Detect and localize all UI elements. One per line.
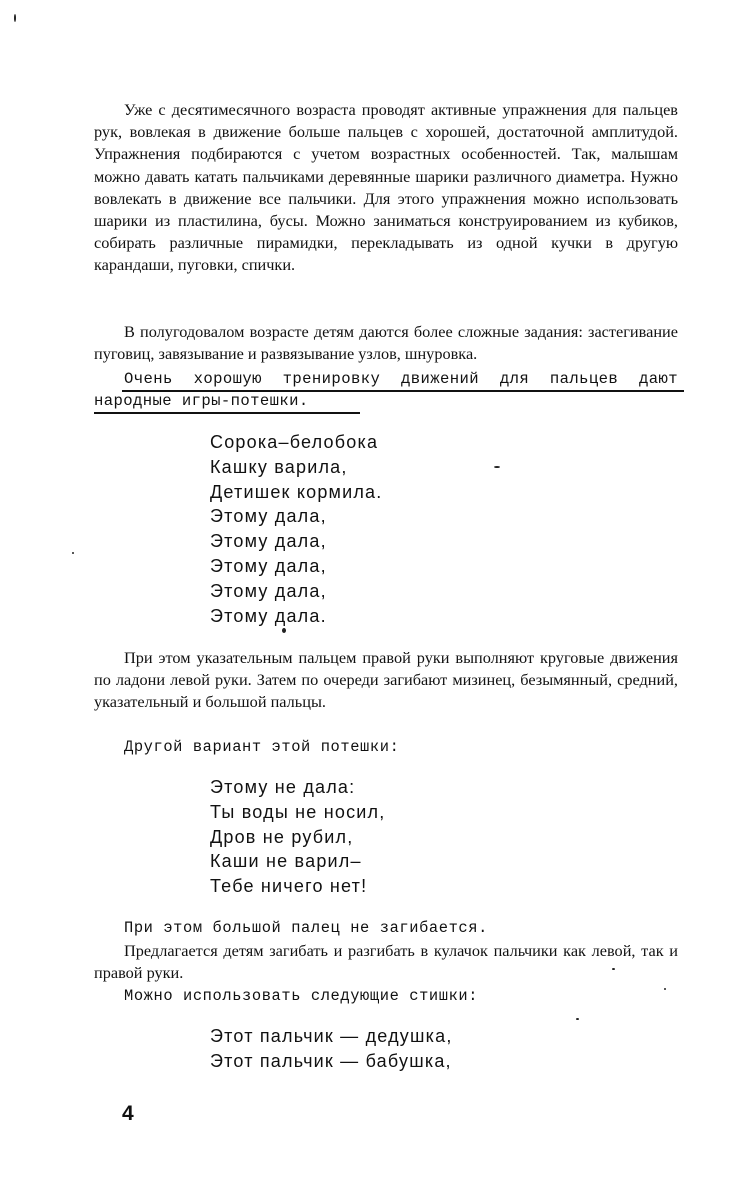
poem-line: Сорока–белобока — [210, 432, 379, 452]
paragraph-index-finger: При этом указательным пальцем правой руки выполняют круговые движения по ладони левой руки. Затем по очереди загибают мизинец, безымянный, средний, указательный и большой пальцы. — [94, 648, 678, 712]
scan-speck — [612, 968, 615, 970]
scan-speck — [494, 466, 500, 468]
poem-line: Каши не варил– — [210, 851, 362, 872]
page-number: 4 — [122, 1102, 134, 1125]
poem-line: Этому дала, — [210, 555, 327, 576]
poem-fingers — [210, 1024, 453, 1074]
poem-line: Этому дала, — [210, 531, 327, 552]
poem-line: Этому дала, — [210, 506, 327, 527]
paragraph-verses: Можно использовать следующие стишки: — [124, 987, 479, 1005]
poem-line: Этот пальчик — дедушка, — [210, 1026, 453, 1046]
paragraph-another-variant: Другой вариант этой потешки: — [124, 738, 400, 756]
poem-soroka — [210, 430, 382, 628]
paragraph-thumb: При этом большой палец не загибается. — [124, 919, 488, 937]
poem-line: Ты воды не носил, — [210, 801, 386, 822]
scan-speck — [282, 628, 286, 633]
underline-1 — [122, 390, 684, 392]
paragraph-finger-exercises: Уже с десятимесячного возраста проводят активные упражнения для пальцев рук, вовлекая в движение больше пальцев с хорошей, достаточной амплитудой. Упражнения подбираются с учетом возрастных особенностей. Так, малышам можно давать катать пальчиками деревянные шарики различного диаметра. Нужно вовлекать в движение все пальчики. Для этого упражнения можно использовать шарики из пластилина, бусы. Можно заниматься конструированием из кубиков, собирать различные пирамидки, перекладывать из одной кучки в другую карандаши, пуговки, спички. — [94, 100, 678, 275]
paragraph-six-months: В полугодовалом возрасте детям даются более сложные задания: застегивание пуговиц, завязывание и развязывание узлов, шнуровка. — [94, 322, 678, 364]
paragraph-folk-games-underlined: Очень хорошую тренировку движений для пальцев дают народные игры-потешки. — [94, 370, 678, 411]
scan-speck — [576, 1018, 579, 1020]
poem-line: Детишек кормила. — [210, 481, 383, 502]
scan-speck — [14, 14, 16, 22]
poem-line: Этому не дала: — [210, 777, 356, 797]
scan-speck — [664, 988, 666, 990]
poem-line: Дров не рубил, — [210, 826, 354, 847]
poem-line: Этому дала. — [210, 605, 327, 626]
scan-speck — [72, 552, 74, 554]
poem-line: Этому дала, — [210, 580, 327, 601]
poem-line: Этот пальчик — бабушка, — [210, 1050, 452, 1071]
poem-line: Тебе ничего нет! — [210, 876, 368, 897]
paragraph-fist: Предлагается детям загибать и разгибать в кулачок пальчики как левой, так и правой руки. — [94, 941, 678, 983]
poem-line: Кашку варила, — [210, 456, 348, 477]
underline-2 — [94, 412, 360, 414]
poem-variant — [210, 775, 385, 899]
